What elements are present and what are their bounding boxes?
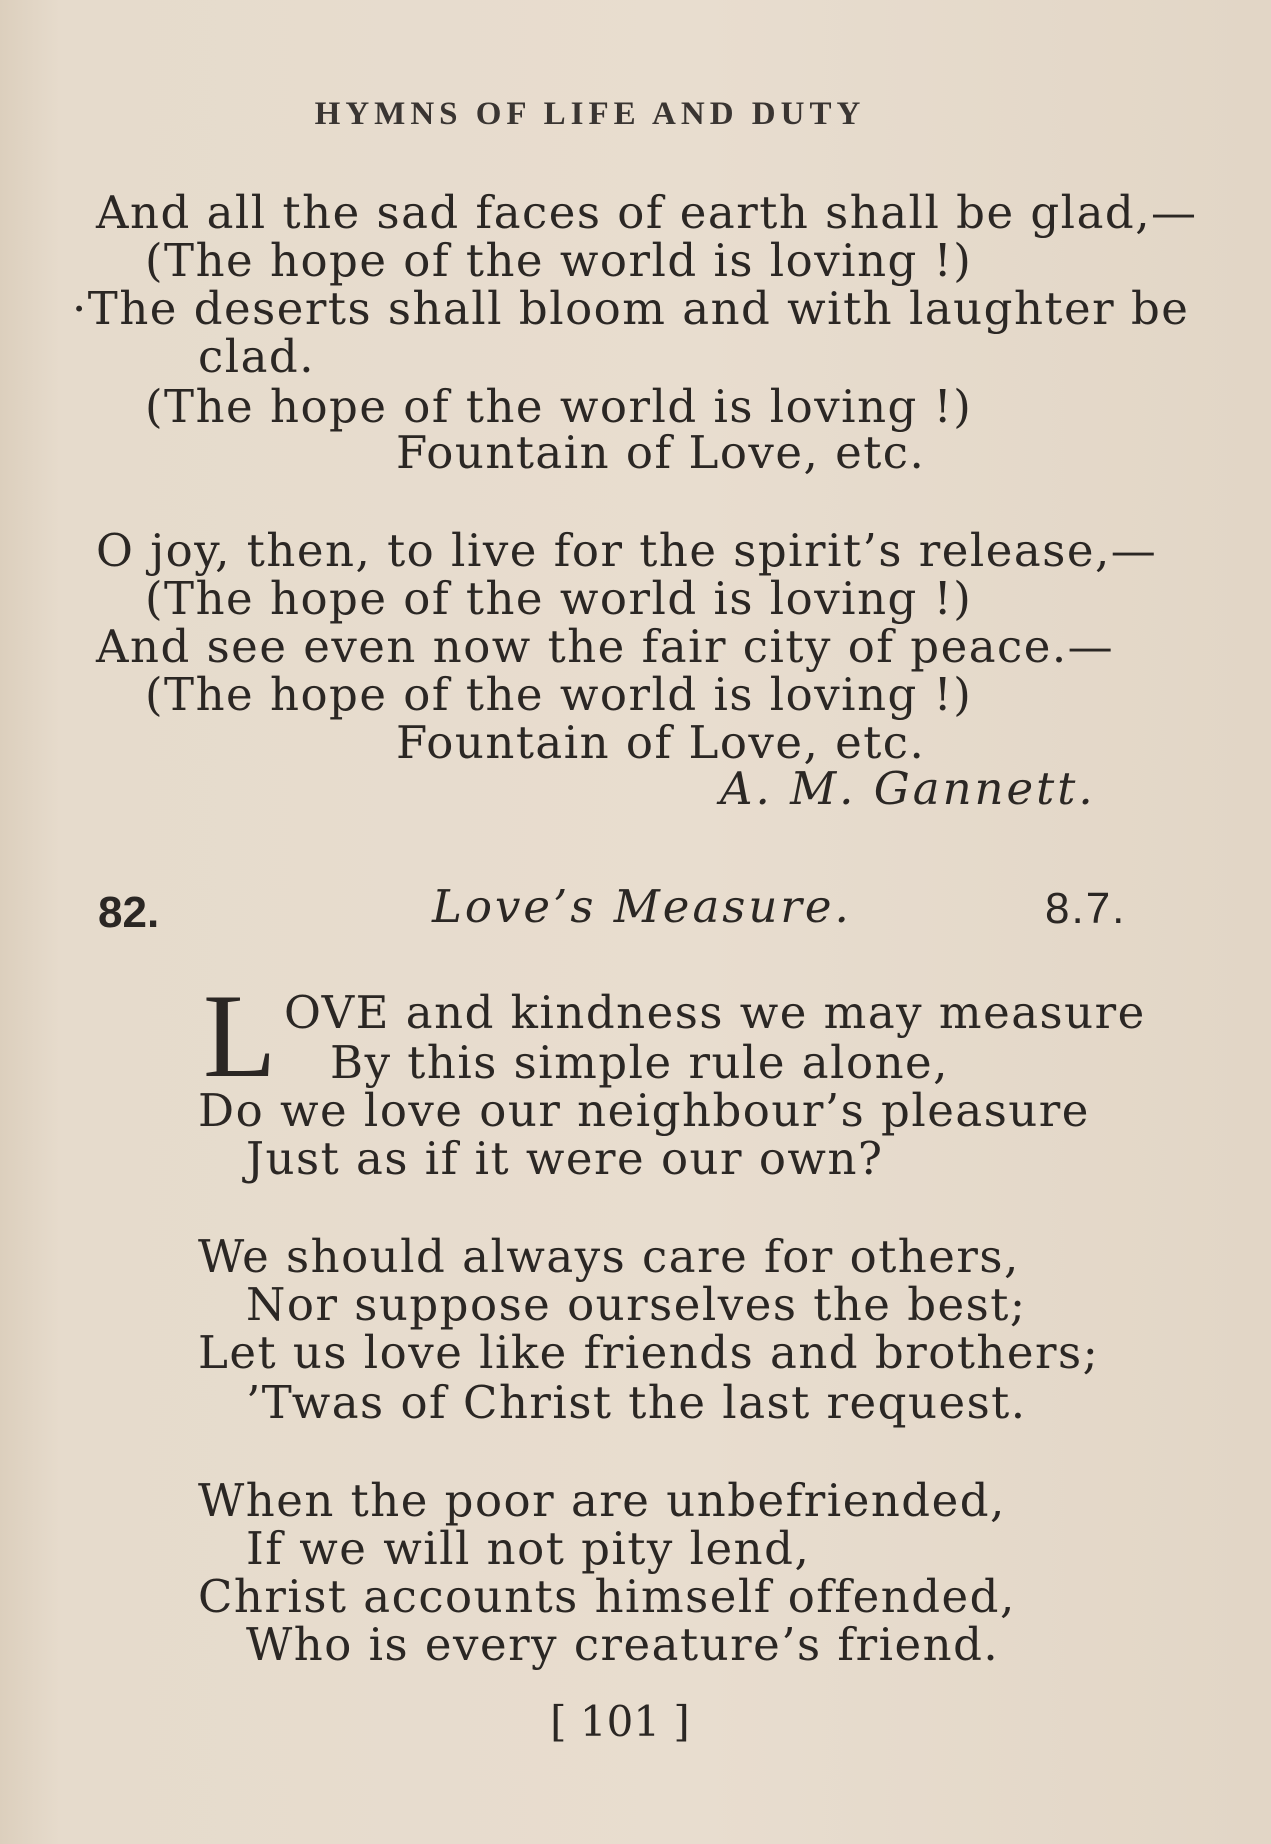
chorus-cue: Fountain of Love, etc. — [396, 426, 926, 479]
verse-refrain-line: (The hope of the world is loving !) — [145, 380, 973, 433]
verse-line: We should always care for others, — [198, 1230, 1020, 1283]
hymn-meter: 8.7. — [1045, 884, 1127, 933]
verse-line: OVE and kindness we may measure — [284, 986, 1146, 1039]
verse-line: ’Twas of Christ the last request. — [246, 1376, 1027, 1429]
author-attribution: A. M. Gannett. — [720, 762, 1096, 815]
verse-line: And all the sad faces of earth shall be glad,— — [96, 186, 1198, 239]
verse-line: Let us love like friends and brothers; — [198, 1326, 1100, 1379]
verse-line: Just as if it were our own? — [246, 1132, 884, 1185]
verse-line: Christ accounts himself offended, — [198, 1570, 1016, 1623]
chorus-cue: Fountain of Love, etc. — [396, 716, 926, 769]
verse-line: ·The deserts shall bloom and with laughter be — [72, 282, 1190, 335]
hymn-title: Love’s Measure. — [432, 880, 852, 933]
verse-line: Do we love our neighbour’s pleasure — [198, 1084, 1090, 1137]
running-head: HYMNS OF LIFE AND DUTY — [314, 96, 866, 132]
drop-cap: L — [203, 969, 277, 1102]
verse-line: By this simple rule alone, — [330, 1036, 949, 1089]
verse-line: Who is every creature’s friend. — [246, 1618, 1000, 1671]
verse-refrain-line: (The hope of the world is loving !) — [145, 234, 973, 287]
verse-line: If we will not pity lend, — [246, 1522, 811, 1575]
verse-line: When the poor are unbefriended, — [198, 1474, 1006, 1527]
hymn-number: 82. — [98, 888, 160, 937]
verse-refrain-line: (The hope of the world is loving !) — [145, 572, 973, 625]
verse-line: And see even now the fair city of peace.— — [96, 620, 1115, 673]
verse-line: Nor suppose ourselves the best; — [246, 1278, 1027, 1331]
page-number: [ 101 ] — [550, 1697, 690, 1746]
verse-line: clad. — [198, 330, 316, 383]
verse-line: O joy, then, to live for the spirit’s release,— — [96, 524, 1158, 577]
verse-refrain-line: (The hope of the world is loving !) — [145, 668, 973, 721]
